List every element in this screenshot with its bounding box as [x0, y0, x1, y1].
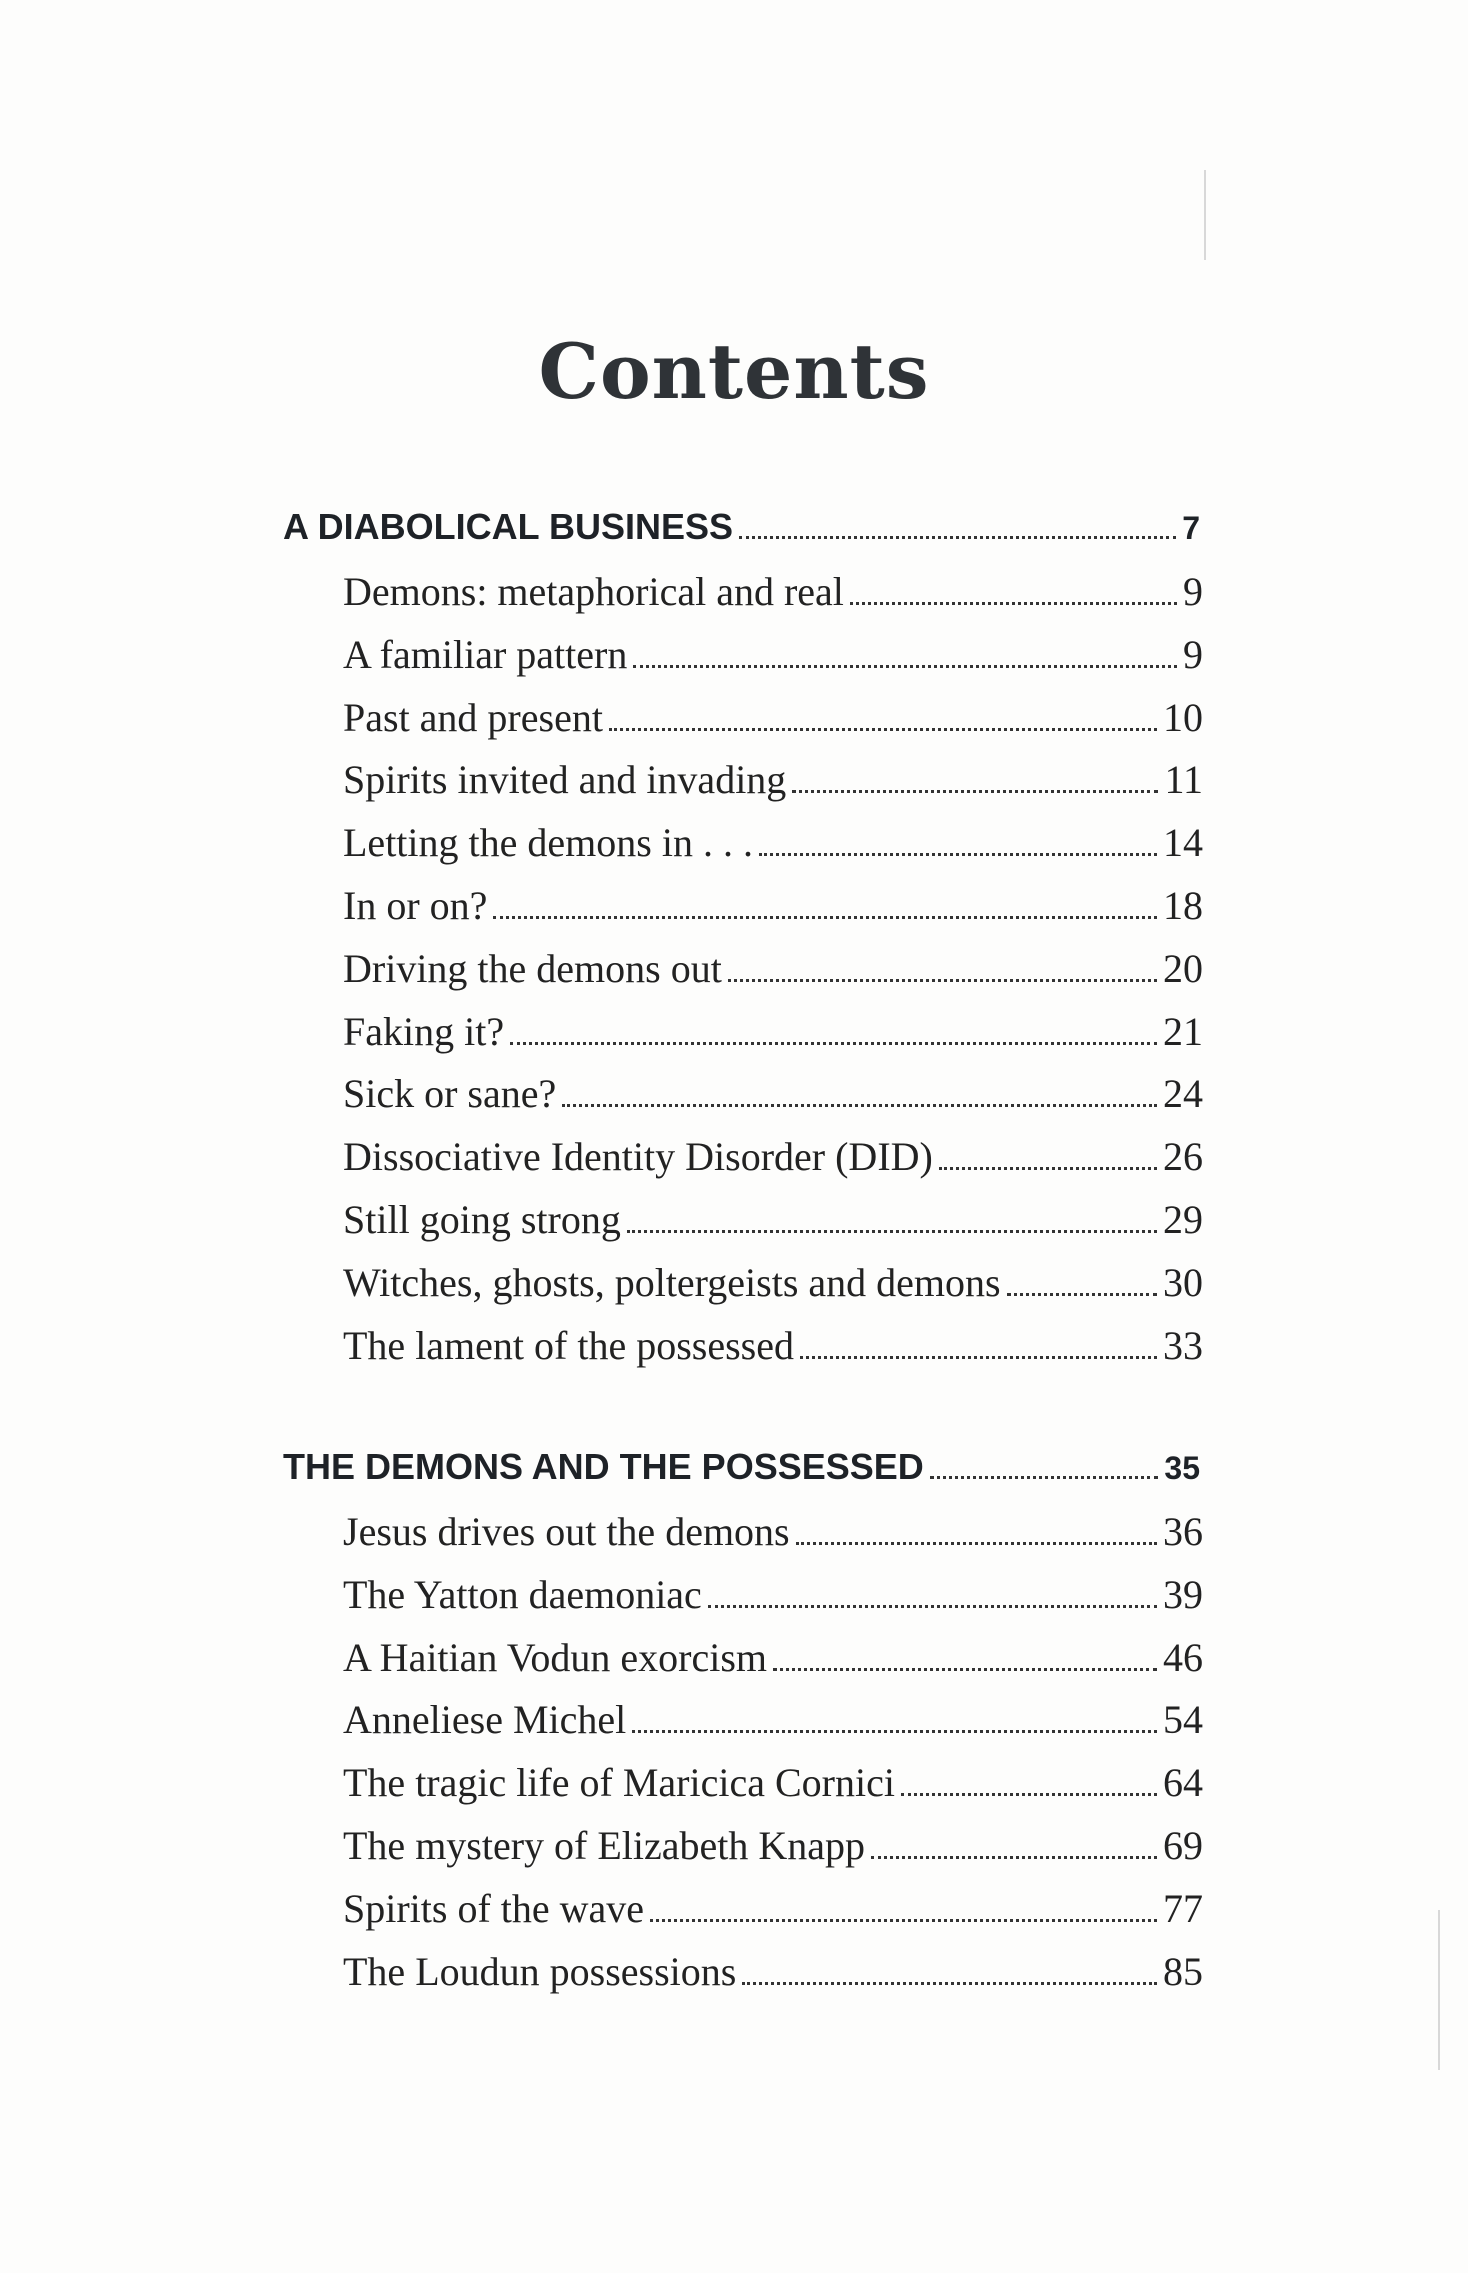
dot-leader — [1007, 1293, 1157, 1296]
dot-leader — [708, 1605, 1157, 1608]
dot-leader — [510, 1042, 1157, 1045]
dot-leader — [650, 1919, 1157, 1922]
toc-entry — [343, 1133, 1203, 1180]
section-heading — [283, 1446, 1200, 1488]
scan-edge-mark — [1204, 170, 1206, 260]
toc-entry-label: In or on? — [343, 883, 488, 928]
toc-entry-label: Witches, ghosts, poltergeists and demons — [343, 1260, 1001, 1305]
section-heading-label: A DIABOLICAL BUSINESS — [283, 506, 734, 547]
toc-entry — [343, 694, 1203, 741]
dot-leader — [632, 1730, 1157, 1733]
section-heading-page-number: 7 — [1182, 510, 1200, 546]
dot-leader — [850, 602, 1177, 605]
toc-entry — [343, 1571, 1203, 1618]
toc-entry — [343, 631, 1203, 678]
toc-entry-page-number: 54 — [1163, 1697, 1203, 1742]
toc-entry-label: Still going strong — [343, 1197, 621, 1242]
toc-entry-page-number: 9 — [1183, 569, 1203, 614]
toc-entry-page-number: 69 — [1163, 1823, 1203, 1868]
toc-entry-page-number: 30 — [1163, 1260, 1203, 1305]
toc-entry-label: The lament of the possessed — [343, 1323, 794, 1368]
toc-entry-page-number: 33 — [1163, 1323, 1203, 1368]
toc-entry-page-number: 85 — [1163, 1949, 1203, 1994]
toc-entry-page-number: 36 — [1163, 1509, 1203, 1554]
dot-leader — [609, 728, 1157, 731]
toc-entry-page-number: 26 — [1163, 1134, 1203, 1179]
toc-entry — [343, 882, 1203, 929]
toc-entry — [343, 1759, 1203, 1806]
toc-entry — [343, 945, 1203, 992]
dot-leader — [901, 1793, 1157, 1796]
dot-leader — [773, 1668, 1157, 1671]
toc-entry — [343, 1322, 1203, 1369]
toc-entry-page-number: 77 — [1163, 1886, 1203, 1931]
toc-entry-label: The Yatton daemoniac — [343, 1572, 702, 1617]
toc-entry-page-number: 21 — [1163, 1009, 1203, 1054]
toc-entry-label: The mystery of Elizabeth Knapp — [343, 1823, 866, 1868]
toc-entry-label: Sick or sane? — [343, 1071, 557, 1116]
dot-leader — [792, 790, 1158, 793]
toc-entry-page-number: 24 — [1163, 1071, 1203, 1116]
section-heading — [283, 506, 1200, 548]
toc-entry-label: Past and present — [343, 695, 603, 740]
toc-entry — [343, 1070, 1203, 1117]
toc-entry-page-number: 14 — [1163, 820, 1203, 865]
dot-leader — [742, 1982, 1157, 1985]
toc-entry — [343, 1634, 1203, 1681]
dot-leader — [627, 1230, 1157, 1233]
toc-entry-page-number: 9 — [1183, 632, 1203, 677]
dot-leader — [633, 665, 1177, 668]
toc-entry-label: Dissociative Identity Disorder (DID) — [343, 1134, 933, 1179]
dot-leader — [739, 536, 1176, 539]
toc-entry-page-number: 29 — [1163, 1197, 1203, 1242]
toc-entry — [343, 1508, 1203, 1555]
page-title: Contents — [538, 327, 930, 416]
toc-entry — [343, 819, 1203, 866]
toc-entry-label: Driving the demons out — [343, 946, 722, 991]
toc-entry-label: A Haitian Vodun exorcism — [343, 1635, 768, 1680]
toc-entry — [343, 1196, 1203, 1243]
section-heading-label: THE DEMONS AND THE POSSESSED — [283, 1446, 924, 1487]
toc-entry-page-number: 10 — [1163, 695, 1203, 740]
toc-entry — [343, 1008, 1203, 1055]
scan-edge-mark — [1438, 1910, 1440, 2070]
dot-leader — [800, 1356, 1157, 1359]
toc-entry-label: The Loudun possessions — [343, 1949, 737, 1994]
dot-leader — [562, 1104, 1157, 1107]
dot-leader — [796, 1542, 1157, 1545]
toc-entry-page-number: 46 — [1163, 1635, 1203, 1680]
toc-entry-label: Letting the demons in . . . — [343, 820, 753, 865]
dot-leader — [759, 853, 1157, 856]
toc-entry — [343, 1696, 1203, 1743]
toc-entry-page-number: 11 — [1164, 757, 1203, 802]
dot-leader — [728, 979, 1157, 982]
toc-entry — [343, 756, 1203, 803]
toc-entry-page-number: 20 — [1163, 946, 1203, 991]
dot-leader — [939, 1167, 1157, 1170]
toc-entry-label: Demons: metaphorical and real — [343, 569, 844, 614]
toc-entry-page-number: 18 — [1163, 883, 1203, 928]
toc-entry — [343, 568, 1203, 615]
toc-entry-label: Jesus drives out the demons — [343, 1509, 790, 1554]
toc-entry-page-number: 39 — [1163, 1572, 1203, 1617]
toc-entry-page-number: 64 — [1163, 1760, 1203, 1805]
toc-entry — [343, 1885, 1203, 1932]
toc-entry — [343, 1822, 1203, 1869]
dot-leader — [493, 916, 1157, 919]
toc-entry-label: Anneliese Michel — [343, 1697, 627, 1742]
toc-entry-label: The tragic life of Maricica Cornici — [343, 1760, 895, 1805]
dot-leader — [930, 1476, 1159, 1479]
toc-entry — [343, 1948, 1203, 1995]
toc-entry — [343, 1259, 1203, 1306]
toc-entry-label: Spirits of the wave — [343, 1886, 645, 1931]
toc-entry-label: A familiar pattern — [343, 632, 628, 677]
dot-leader — [871, 1856, 1157, 1859]
toc-entry-label: Faking it? — [343, 1009, 505, 1054]
section-heading-page-number: 35 — [1164, 1450, 1200, 1486]
toc-entry-label: Spirits invited and invading — [343, 757, 787, 802]
